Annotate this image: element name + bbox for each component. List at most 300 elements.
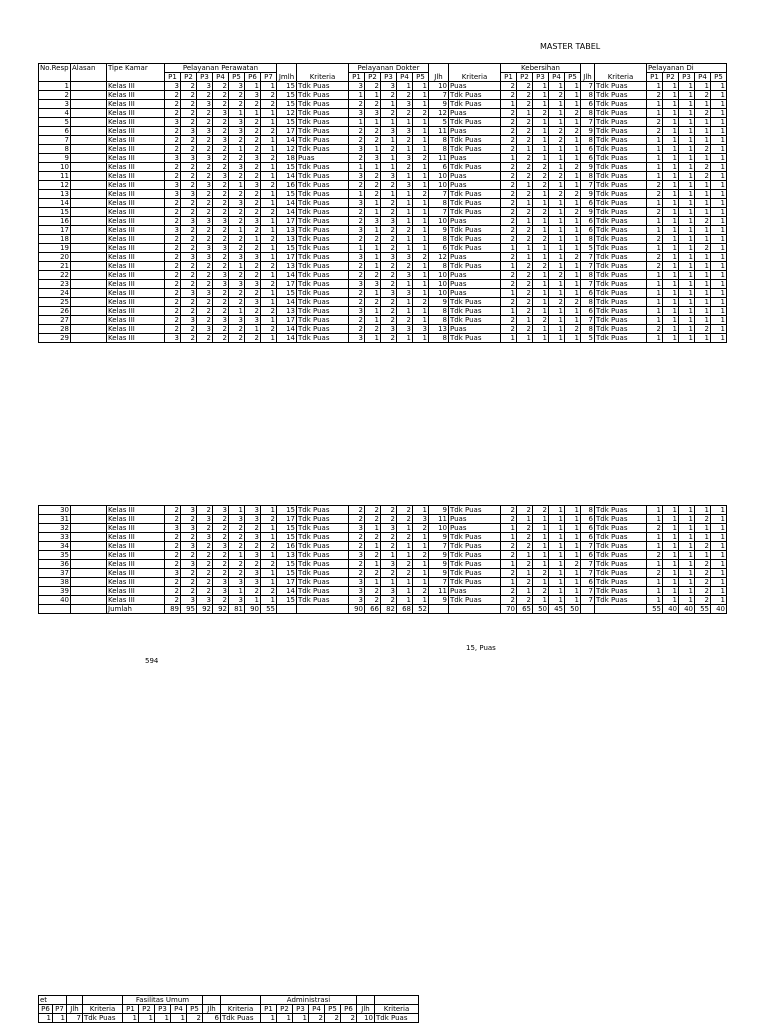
- total-cell: 15: [277, 569, 297, 578]
- score-cell: 1: [663, 253, 679, 262]
- score-cell: 2: [565, 253, 581, 262]
- score-cell: 2: [213, 226, 229, 235]
- score-cell: 2: [549, 127, 565, 136]
- score-cell: 1: [549, 235, 565, 244]
- score-cell: 3: [181, 316, 197, 325]
- score-cell: 2: [517, 118, 533, 127]
- score-cell: 2: [213, 334, 229, 343]
- alasan-cell: [71, 208, 107, 217]
- header-empty: [203, 996, 221, 1005]
- kriteria-cell: Tdk Puas: [595, 307, 647, 316]
- table-row: [39, 145, 727, 154]
- score-cell: 3: [397, 154, 413, 163]
- empty-cell: [297, 605, 349, 614]
- resp-number: 2: [39, 91, 71, 100]
- table-cell: 2: [309, 1014, 325, 1023]
- score-cell: 2: [517, 127, 533, 136]
- table-row: [39, 316, 727, 325]
- header-col: P4: [549, 73, 565, 82]
- score-cell: 1: [711, 100, 727, 109]
- kriteria-cell: Puas: [449, 280, 501, 289]
- score-cell: 2: [229, 172, 245, 181]
- kriteria-cell: Tdk Puas: [297, 235, 349, 244]
- total-cell: 16: [277, 181, 297, 190]
- table-row: [39, 578, 727, 587]
- total-cell: 7: [581, 118, 595, 127]
- score-cell: 2: [229, 208, 245, 217]
- score-cell: 3: [197, 253, 213, 262]
- score-cell: 2: [501, 91, 517, 100]
- score-cell: 2: [533, 172, 549, 181]
- score-cell: 1: [381, 100, 397, 109]
- score-cell: 2: [381, 542, 397, 551]
- score-cell: 1: [413, 163, 429, 172]
- score-cell: 1: [365, 199, 381, 208]
- alasan-cell: [71, 226, 107, 235]
- score-cell: 1: [261, 271, 277, 280]
- empty-cell: [581, 605, 595, 614]
- score-cell: 2: [647, 569, 663, 578]
- score-cell: 2: [647, 208, 663, 217]
- total-cell: 17: [277, 253, 297, 262]
- header-col: P3: [679, 73, 695, 82]
- score-cell: 2: [647, 524, 663, 533]
- score-cell: 1: [711, 280, 727, 289]
- resp-number: 4: [39, 109, 71, 118]
- score-cell: 1: [679, 587, 695, 596]
- score-cell: 2: [501, 127, 517, 136]
- score-cell: 1: [647, 533, 663, 542]
- header-col: P3: [381, 73, 397, 82]
- jumlah-cell: 66: [365, 605, 381, 614]
- kriteria-cell: Tdk Puas: [595, 587, 647, 596]
- score-cell: 1: [549, 334, 565, 343]
- table-row: [39, 515, 727, 524]
- header-row: [39, 64, 727, 73]
- score-cell: 1: [413, 262, 429, 271]
- score-cell: 1: [565, 551, 581, 560]
- total-cell: 12: [277, 145, 297, 154]
- score-cell: 3: [381, 172, 397, 181]
- score-cell: 1: [663, 325, 679, 334]
- score-cell: 1: [647, 226, 663, 235]
- score-cell: 2: [229, 235, 245, 244]
- table-row: [39, 244, 727, 253]
- total-cell: 7: [429, 208, 449, 217]
- resp-number: 31: [39, 515, 71, 524]
- score-cell: 1: [679, 208, 695, 217]
- score-cell: 1: [711, 235, 727, 244]
- score-cell: 2: [197, 235, 213, 244]
- score-cell: 1: [711, 181, 727, 190]
- score-cell: 1: [663, 154, 679, 163]
- total-cell: 6: [581, 100, 595, 109]
- table-row: [39, 596, 727, 605]
- total-cell: 9: [429, 596, 449, 605]
- score-cell: 1: [695, 136, 711, 145]
- score-cell: 2: [245, 524, 261, 533]
- table-row: [39, 587, 727, 596]
- total-cell: 8: [429, 136, 449, 145]
- score-cell: 2: [197, 506, 213, 515]
- tipe-kamar-cell: Kelas III: [107, 542, 165, 551]
- score-cell: 3: [349, 253, 365, 262]
- score-cell: 1: [365, 334, 381, 343]
- score-cell: 1: [695, 316, 711, 325]
- jumlah-cell: 50: [533, 605, 549, 614]
- alasan-cell: [71, 100, 107, 109]
- table-row: [39, 100, 727, 109]
- header-group-administrasi: Administrasi: [261, 996, 357, 1005]
- table-row: [39, 199, 727, 208]
- tipe-kamar-cell: Kelas III: [107, 127, 165, 136]
- header-col: P3: [197, 73, 213, 82]
- jumlah-row: [39, 605, 727, 614]
- score-cell: 2: [365, 587, 381, 596]
- score-cell: 2: [165, 506, 181, 515]
- score-cell: 2: [549, 190, 565, 199]
- score-cell: 1: [413, 172, 429, 181]
- score-cell: 1: [565, 587, 581, 596]
- table-row: [39, 506, 727, 515]
- score-cell: 2: [349, 506, 365, 515]
- header-col: P4: [213, 73, 229, 82]
- kriteria-cell: Tdk Puas: [297, 172, 349, 181]
- score-cell: 2: [501, 551, 517, 560]
- score-cell: 2: [397, 316, 413, 325]
- header-col: P5: [229, 73, 245, 82]
- score-cell: 1: [711, 334, 727, 343]
- score-cell: 1: [565, 307, 581, 316]
- score-cell: 3: [165, 154, 181, 163]
- total-cell: 8: [581, 325, 595, 334]
- score-cell: 2: [197, 136, 213, 145]
- score-cell: 2: [365, 271, 381, 280]
- score-cell: 1: [647, 542, 663, 551]
- score-cell: 2: [647, 118, 663, 127]
- score-cell: 1: [549, 325, 565, 334]
- score-cell: 1: [679, 100, 695, 109]
- score-cell: 1: [397, 82, 413, 91]
- score-cell: 1: [517, 587, 533, 596]
- tipe-kamar-cell: Kelas III: [107, 596, 165, 605]
- score-cell: 2: [647, 325, 663, 334]
- score-cell: 2: [365, 533, 381, 542]
- score-cell: 1: [229, 551, 245, 560]
- score-cell: 1: [647, 307, 663, 316]
- kriteria-cell: Tdk Puas: [297, 542, 349, 551]
- score-cell: 1: [695, 307, 711, 316]
- score-cell: 2: [181, 100, 197, 109]
- score-cell: 3: [197, 289, 213, 298]
- score-cell: 1: [413, 280, 429, 289]
- total-cell: 8: [581, 271, 595, 280]
- score-cell: 2: [229, 217, 245, 226]
- score-cell: 3: [165, 82, 181, 91]
- alasan-cell: [71, 515, 107, 524]
- score-cell: 3: [245, 551, 261, 560]
- score-cell: 1: [711, 596, 727, 605]
- header-col: P6: [245, 73, 261, 82]
- score-cell: 2: [197, 145, 213, 154]
- score-cell: 1: [711, 298, 727, 307]
- score-cell: 2: [229, 271, 245, 280]
- tipe-kamar-cell: Kelas III: [107, 136, 165, 145]
- total-cell: 13: [277, 226, 297, 235]
- score-cell: 3: [245, 154, 261, 163]
- score-cell: 2: [397, 91, 413, 100]
- empty-cell: [71, 605, 107, 614]
- score-cell: 1: [397, 334, 413, 343]
- score-cell: 2: [397, 226, 413, 235]
- total-cell: 9: [581, 163, 595, 172]
- score-cell: 2: [165, 325, 181, 334]
- score-cell: 1: [711, 542, 727, 551]
- score-cell: 3: [349, 226, 365, 235]
- score-cell: 3: [197, 181, 213, 190]
- score-cell: 1: [711, 271, 727, 280]
- header-empty: [581, 64, 595, 73]
- score-cell: 1: [533, 100, 549, 109]
- table-cell: 1: [123, 1014, 139, 1023]
- score-cell: 2: [261, 235, 277, 244]
- score-cell: 3: [197, 154, 213, 163]
- jumlah-cell: 68: [397, 605, 413, 614]
- score-cell: 1: [365, 208, 381, 217]
- score-cell: 2: [647, 262, 663, 271]
- score-cell: 2: [245, 334, 261, 343]
- score-cell: 1: [533, 325, 549, 334]
- kriteria-cell: Tdk Puas: [595, 82, 647, 91]
- score-cell: 1: [663, 226, 679, 235]
- resp-number: 18: [39, 235, 71, 244]
- score-cell: 1: [663, 289, 679, 298]
- kriteria-cell: Tdk Puas: [595, 596, 647, 605]
- score-cell: 1: [549, 560, 565, 569]
- total-cell: 15: [277, 100, 297, 109]
- jumlah-cell: 70: [501, 605, 517, 614]
- score-cell: 2: [213, 82, 229, 91]
- score-cell: 3: [181, 560, 197, 569]
- score-cell: 2: [213, 208, 229, 217]
- score-cell: 3: [349, 596, 365, 605]
- score-cell: 1: [647, 109, 663, 118]
- alasan-cell: [71, 334, 107, 343]
- header-group-kebersihan: Kebersihan: [501, 64, 581, 73]
- total-cell: 9: [429, 100, 449, 109]
- score-cell: 2: [397, 569, 413, 578]
- table-row: [39, 172, 727, 181]
- score-cell: 2: [381, 316, 397, 325]
- total-cell: 7: [429, 578, 449, 587]
- score-cell: 2: [181, 307, 197, 316]
- score-cell: 1: [397, 235, 413, 244]
- score-cell: 2: [365, 596, 381, 605]
- total-cell: 10: [429, 217, 449, 226]
- score-cell: 2: [549, 298, 565, 307]
- score-cell: 2: [381, 506, 397, 515]
- score-cell: 2: [533, 587, 549, 596]
- score-cell: 2: [517, 91, 533, 100]
- score-cell: 3: [245, 181, 261, 190]
- total-cell: 13: [277, 235, 297, 244]
- tipe-kamar-cell: Kelas III: [107, 316, 165, 325]
- score-cell: 3: [245, 569, 261, 578]
- score-cell: 2: [197, 542, 213, 551]
- empty-cell: [449, 605, 501, 614]
- header-row: [39, 996, 419, 1005]
- score-cell: 1: [549, 569, 565, 578]
- score-cell: 1: [413, 145, 429, 154]
- score-cell: 1: [711, 515, 727, 524]
- score-cell: 1: [565, 280, 581, 289]
- score-cell: 2: [647, 551, 663, 560]
- score-cell: 2: [349, 533, 365, 542]
- score-cell: 1: [413, 506, 429, 515]
- kriteria-cell: Tdk Puas: [595, 163, 647, 172]
- score-cell: 1: [397, 208, 413, 217]
- header-col: Kriteria: [375, 1005, 419, 1014]
- tipe-kamar-cell: Kelas III: [107, 298, 165, 307]
- score-cell: 1: [711, 533, 727, 542]
- score-cell: 1: [695, 271, 711, 280]
- kriteria-cell: Tdk Puas: [449, 136, 501, 145]
- score-cell: 1: [663, 569, 679, 578]
- score-cell: 1: [413, 316, 429, 325]
- score-cell: 1: [711, 551, 727, 560]
- resp-number: 32: [39, 524, 71, 533]
- score-cell: 2: [213, 127, 229, 136]
- score-cell: 3: [245, 316, 261, 325]
- total-cell: 6: [581, 533, 595, 542]
- kriteria-cell: Tdk Puas: [449, 262, 501, 271]
- score-cell: 3: [213, 136, 229, 145]
- total-cell: 17: [277, 280, 297, 289]
- score-cell: 1: [663, 136, 679, 145]
- kriteria-cell: Puas: [449, 271, 501, 280]
- score-cell: 1: [397, 587, 413, 596]
- score-cell: 1: [711, 560, 727, 569]
- total-cell: 5: [581, 334, 595, 343]
- table-row: [39, 82, 727, 91]
- score-cell: 2: [165, 560, 181, 569]
- score-cell: 1: [647, 515, 663, 524]
- header-col: P2: [277, 1005, 293, 1014]
- score-cell: 1: [533, 542, 549, 551]
- score-cell: 2: [245, 172, 261, 181]
- table-row: [39, 163, 727, 172]
- score-cell: 2: [165, 533, 181, 542]
- score-cell: 1: [679, 217, 695, 226]
- alasan-cell: [71, 307, 107, 316]
- kriteria-cell: Tdk Puas: [595, 289, 647, 298]
- kriteria-cell: Tdk Puas: [297, 533, 349, 542]
- score-cell: 2: [213, 91, 229, 100]
- total-cell: 11: [429, 515, 449, 524]
- score-cell: 1: [261, 145, 277, 154]
- score-cell: 1: [365, 145, 381, 154]
- total-cell: 15: [277, 82, 297, 91]
- kriteria-cell: Tdk Puas: [297, 82, 349, 91]
- score-cell: 2: [213, 118, 229, 127]
- header-col: P7: [53, 1005, 67, 1014]
- score-cell: 3: [381, 289, 397, 298]
- total-cell: 10: [429, 181, 449, 190]
- score-cell: 1: [679, 578, 695, 587]
- score-cell: 2: [261, 181, 277, 190]
- score-cell: 3: [165, 181, 181, 190]
- score-cell: 3: [181, 190, 197, 199]
- score-cell: 2: [349, 208, 365, 217]
- score-cell: 3: [245, 515, 261, 524]
- alasan-cell: [71, 325, 107, 334]
- score-cell: 2: [197, 226, 213, 235]
- score-cell: 1: [663, 109, 679, 118]
- kriteria-cell: Tdk Puas: [449, 551, 501, 560]
- empty-cell: [277, 605, 297, 614]
- kriteria-cell: Tdk Puas: [595, 298, 647, 307]
- score-cell: 2: [181, 587, 197, 596]
- kriteria-cell: Tdk Puas: [297, 524, 349, 533]
- score-cell: 1: [565, 262, 581, 271]
- score-cell: 1: [261, 298, 277, 307]
- score-cell: 2: [413, 298, 429, 307]
- kriteria-cell: Tdk Puas: [297, 316, 349, 325]
- score-cell: 1: [663, 181, 679, 190]
- header-empty: [429, 64, 449, 73]
- score-cell: 1: [663, 587, 679, 596]
- score-cell: 1: [381, 578, 397, 587]
- score-cell: 2: [181, 82, 197, 91]
- empty-cell: [595, 605, 647, 614]
- score-cell: 1: [549, 307, 565, 316]
- score-cell: 2: [165, 172, 181, 181]
- score-cell: 3: [349, 199, 365, 208]
- jumlah-cell: 81: [229, 605, 245, 614]
- resp-number: 8: [39, 145, 71, 154]
- kriteria-cell: Tdk Puas: [297, 271, 349, 280]
- score-cell: 1: [663, 91, 679, 100]
- score-cell: 2: [197, 163, 213, 172]
- score-cell: 2: [165, 136, 181, 145]
- score-cell: 2: [413, 253, 429, 262]
- score-cell: 1: [711, 109, 727, 118]
- score-cell: 1: [549, 100, 565, 109]
- kriteria-cell: Tdk Puas: [449, 560, 501, 569]
- score-cell: 1: [413, 199, 429, 208]
- kriteria-cell: Tdk Puas: [449, 596, 501, 605]
- kriteria-cell: Tdk Puas: [595, 569, 647, 578]
- kriteria-cell: Tdk Puas: [449, 569, 501, 578]
- resp-number: 3: [39, 100, 71, 109]
- score-cell: 2: [181, 262, 197, 271]
- score-cell: 2: [517, 298, 533, 307]
- score-cell: 1: [549, 524, 565, 533]
- score-cell: 2: [197, 578, 213, 587]
- score-cell: 1: [365, 91, 381, 100]
- header-kriteria: Kriteria: [297, 73, 349, 82]
- score-cell: 2: [197, 109, 213, 118]
- score-cell: 2: [213, 569, 229, 578]
- tipe-kamar-cell: Kelas III: [107, 262, 165, 271]
- score-cell: 2: [213, 181, 229, 190]
- header-group-fasilitas: Fasilitas Umum: [123, 996, 203, 1005]
- score-cell: 2: [501, 136, 517, 145]
- score-cell: 1: [647, 163, 663, 172]
- score-cell: 1: [549, 596, 565, 605]
- score-cell: 3: [245, 298, 261, 307]
- score-cell: 2: [181, 271, 197, 280]
